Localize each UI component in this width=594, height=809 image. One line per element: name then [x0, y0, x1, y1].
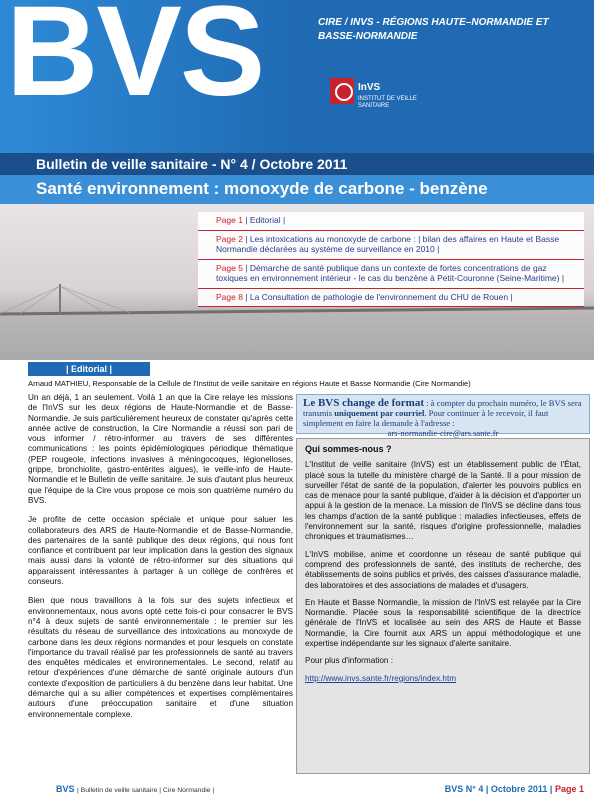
bulletin-title-bar [0, 153, 594, 175]
toc-page: Page 1 [216, 215, 243, 225]
footer-right [445, 784, 584, 794]
footer-bvs: BVS [56, 784, 75, 794]
editorial-paragraph: Bien que nous travaillons à la fois sur des sujets infectieux et environnementaux, nous avons opté cette fois-ci pour consacrer le BVS n°4 à deux sujets de santé environnementale : le premier sur les résultats du réseau de surveillance des intoxications au monoxyde de carbone dans les deux régions normandes et pour lesquels on constate l'importance du travail réalisé par les professionnels de santé au travers des enquêtes médicales et environnementales. Le second, relatif au retour d'expériences d'une démarche de santé originale autours d'un contexte d'exposition de particuliers à du benzène dans leur habitat. Une démarche qui a su allier compétences et expertises complémentaires autours d'une préoccupation sanitaire et d'une situation environnementale complexe. [28, 596, 293, 719]
editorial-paragraph: Un an déjà, 1 an seulement. Voilà 1 an que la Cire relaye les missions de l'InVS sur les deux régions de Haute-Normandie et de Basse-Normandie. Je suis particulièrement heureux de constater qu'après cette année active de construction, la Cire Normandie a réussi son pari de vous informer / rétro-informer au travers de ses différentes communications : les points épidémiologiques périodique thématique (PEP rougeole, infections invasives à méningocoques, légionelloses, grippe, bronchiolite, gastro-entérites aigues), le veille-info de Haute-Normandie et le Bulletin de veille sanitaire. Je suis d'autant plus heureux que l'équipe de la Cire vous propose ce mois son quatrième numéro du BVS. [28, 393, 293, 505]
region-line-1: CIRE / INVS - RÉGIONS HAUTE–NORMANDIE ET [318, 17, 549, 28]
format-text-before: : à compter du prochain numéro, le BVS sera transmis [303, 398, 582, 418]
invs-logo [318, 74, 478, 128]
toc-item[interactable] [198, 231, 584, 260]
editorial-paragraph: Je profite de cette occasion spéciale et unique pour saluer les collaborateurs des ARS de Haute-Normandie et de Basse-Normandie, des partenaires de la santé publique des deux régions, qui nous font confiance et contribuent par leur implication dans la gestion des signaux mais aussi dans la volonté de rétro-informer sur des situations qui apparaissent intéressantes à partager à un collège de confrères et conseurs. [28, 515, 293, 587]
editorial-body [28, 393, 293, 729]
footer-page-number: Page 1 [554, 784, 584, 794]
format-change-box [296, 394, 590, 438]
invs-subtitle: INSTITUT DE VEILLE SANITAIRE [358, 96, 417, 109]
format-text-after: . Pour continuer à le recevoir, il faut simplement en faire la demande à l'adresse : [303, 408, 549, 428]
who-paragraph: L'Institut de veille sanitaire (InVS) est un établissement public de l'État, placé sous la tutelle du ministère chargé de la Santé. Il a pour mission de surveiller l'état de santé de la population, d'alerter les pouvoirs publics en cas de menace pour la santé publique, d'aider à la décision et d'apporter un appui à la gestion de la menace. La mission de l'InVS se décline dans tous les champs d'action de la santé publique : maladies infectieuses, effets de l'environnement sur la santé, risques d'origine professionnelle, maladies chroniques et traumatismes… [305, 460, 581, 542]
toc-item[interactable] [198, 289, 584, 308]
region-label [318, 16, 578, 44]
invs-name: InVS [358, 82, 381, 93]
editorial-author: Arnaud MATHIEU, Responsable de la Cellule de l'Institut de veille sanitaire en régions Haute et Basse Normandie (Cire Normandie) [28, 379, 471, 388]
who-title: Qui sommes-nous ? [305, 444, 392, 454]
page-footer [28, 784, 584, 798]
invs-regions-link[interactable]: http://www.invs.sante.fr/regions/index.htm [305, 673, 457, 683]
theme-title: Santé environnement : monoxyde de carbone - benzène [36, 179, 488, 198]
toc-page: Page 2 [216, 233, 243, 244]
format-email-link[interactable]: ars-normandie-cire@ars.sante.fr [387, 428, 499, 438]
toc-text: | Editorial | [245, 215, 286, 225]
toc-text: | Démarche de santé publique dans un contexte de fortes concentrations de gaz toxiques en environnement intérieur - le cas du benzène à Petit-Couronne (Seine-Maritime) | [216, 262, 565, 283]
toc-item[interactable] [198, 260, 584, 289]
bvs-logo: BVS [6, 0, 264, 123]
toc-text: | Les intoxications au monoxyde de carbone : | bilan des affaires en Haute et Basse Normandie déclarées au système de surveillance en 2010 | [216, 233, 560, 254]
footer-issue: BVS N° 4 | Octobre 2011 | [444, 784, 553, 794]
theme-title-bar [0, 175, 594, 204]
header-band [0, 0, 594, 153]
toc-item[interactable] [198, 212, 584, 231]
format-emphasis: uniquement par courriel [334, 408, 425, 418]
table-of-contents [198, 212, 584, 307]
bulletin-title: Bulletin de veille sanitaire - N° 4 / Octobre 2011 [36, 156, 348, 172]
footer-left-text: | Bulletin de veille sanitaire | Cire Normandie | [77, 787, 215, 794]
format-title: Le BVS change de format [303, 397, 424, 409]
region-line-2: BASSE-NORMANDIE [318, 31, 418, 42]
who-paragraph: L'InVS mobilise, anime et coordonne un réseau de santé publique qui comprend des professionnels de santé, des instituts de recherche, des établissements de soins publics et privés, des caisses d'assurance maladie, des laboratoires et des associations de malades et d'usagers. [305, 549, 581, 590]
who-are-we-box [296, 438, 590, 774]
who-paragraph: En Haute et Basse Normandie, la mission de l'InVS est relayée par la Cire Normandie. Placée sous la responsabilité scientifique de la directrice générale de l'InVS et localisée au sein des ARS de Haute et Basse Normandie, la Cire fournit aux ARS un appui méthodologique et une expertise indépendante sur les signaux d'alerte sanitaire. [305, 597, 581, 649]
footer-left [56, 784, 214, 794]
invs-mark-icon [330, 78, 354, 104]
editorial-tag: | Editorial | [28, 362, 150, 376]
toc-page: Page 8 [216, 291, 243, 302]
who-more-label: Pour plus d'information : [305, 656, 394, 666]
toc-page: Page 5 [216, 262, 243, 273]
toc-text: | La Consultation de pathologie de l'environnement du CHU de Rouen | [245, 291, 513, 302]
